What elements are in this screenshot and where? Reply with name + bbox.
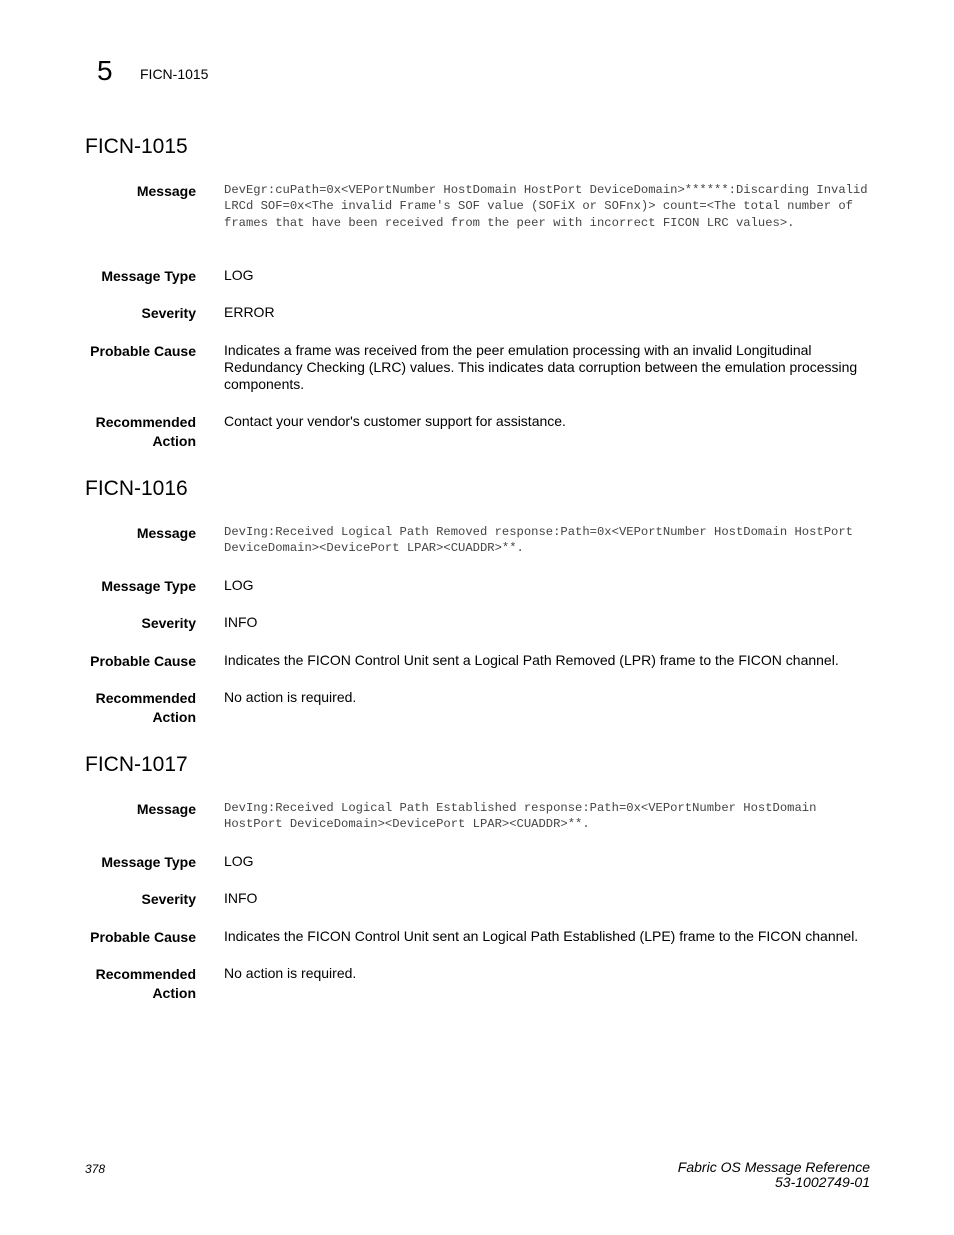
severity-value: ERROR xyxy=(224,304,275,320)
message-label: Message xyxy=(136,525,196,541)
message-type-label: Message Type xyxy=(101,854,196,870)
page-number: 378 xyxy=(85,1162,106,1176)
document-title: Fabric OS Message Reference xyxy=(677,1159,870,1175)
recommended-label-line1: Recommended xyxy=(95,966,196,982)
entry-title: FICN-1015 xyxy=(85,135,188,158)
chapter-number: 5 xyxy=(97,55,113,86)
recommended-label-line2: Action xyxy=(152,709,196,725)
message-text: DevIng:Received Logical Path Removed response:Path=0x<VEPortNumber HostDomain HostPort DeviceDomain><DevicePort LPAR><CUADDR>**. xyxy=(224,525,853,556)
message-text: DevEgr:cuPath=0x<VEPortNumber HostDomain HostPort DeviceDomain>******:Discarding Invalid LRCd SOF=0x<The invalid Frame's SOF value (SOFiX or SOFnx)> count=<The total number of frames that have been received from the peer with incorrect FICON LRC values>. xyxy=(224,183,868,230)
probable-cause-label: Probable Cause xyxy=(90,929,196,945)
message-label: Message xyxy=(136,801,196,817)
severity-label: Severity xyxy=(141,891,196,907)
running-header-title: FICN-1015 xyxy=(140,66,209,82)
recommended-action-label xyxy=(66,689,196,727)
recommended-action-label xyxy=(66,413,196,451)
document-number: 53-1002749-01 xyxy=(775,1174,870,1190)
document-info xyxy=(678,1160,870,1190)
probable-cause-label: Probable Cause xyxy=(90,343,196,359)
probable-cause-value: Indicates a frame was received from the peer emulation processing with an invalid Longitudinal Redundancy Checking (LRC) values. This indicates data corruption between the emulation processing components. xyxy=(224,342,858,392)
severity-label: Severity xyxy=(141,615,196,631)
recommended-label-line2: Action xyxy=(152,433,196,449)
severity-value: INFO xyxy=(224,890,258,906)
message-type-label: Message Type xyxy=(101,268,196,284)
probable-cause-value: Indicates the FICON Control Unit sent an Logical Path Established (LPE) frame to the FICON channel. xyxy=(224,928,859,944)
recommended-action-value: No action is required. xyxy=(224,965,357,981)
recommended-action-value: No action is required. xyxy=(224,689,357,705)
message-type-value: LOG xyxy=(224,267,254,283)
severity-value: INFO xyxy=(224,614,258,630)
recommended-action-value: Contact your vendor's customer support for assistance. xyxy=(224,413,566,429)
entry-title: FICN-1016 xyxy=(85,477,188,500)
message-label: Message xyxy=(136,183,196,199)
probable-cause-value: Indicates the FICON Control Unit sent a Logical Path Removed (LPR) frame to the FICON channel. xyxy=(224,652,839,668)
message-text: DevIng:Received Logical Path Established response:Path=0x<VEPortNumber HostDomain HostPort DeviceDomain><DevicePort LPAR><CUADDR>**. xyxy=(224,801,817,832)
recommended-label-line1: Recommended xyxy=(95,414,196,430)
message-type-label: Message Type xyxy=(101,578,196,594)
entry-title: FICN-1017 xyxy=(85,753,188,776)
recommended-label-line2: Action xyxy=(152,985,196,1001)
recommended-action-label xyxy=(66,965,196,1003)
message-type-value: LOG xyxy=(224,577,254,593)
message-type-value: LOG xyxy=(224,853,254,869)
recommended-label-line1: Recommended xyxy=(95,690,196,706)
probable-cause-label: Probable Cause xyxy=(90,653,196,669)
severity-label: Severity xyxy=(141,305,196,321)
